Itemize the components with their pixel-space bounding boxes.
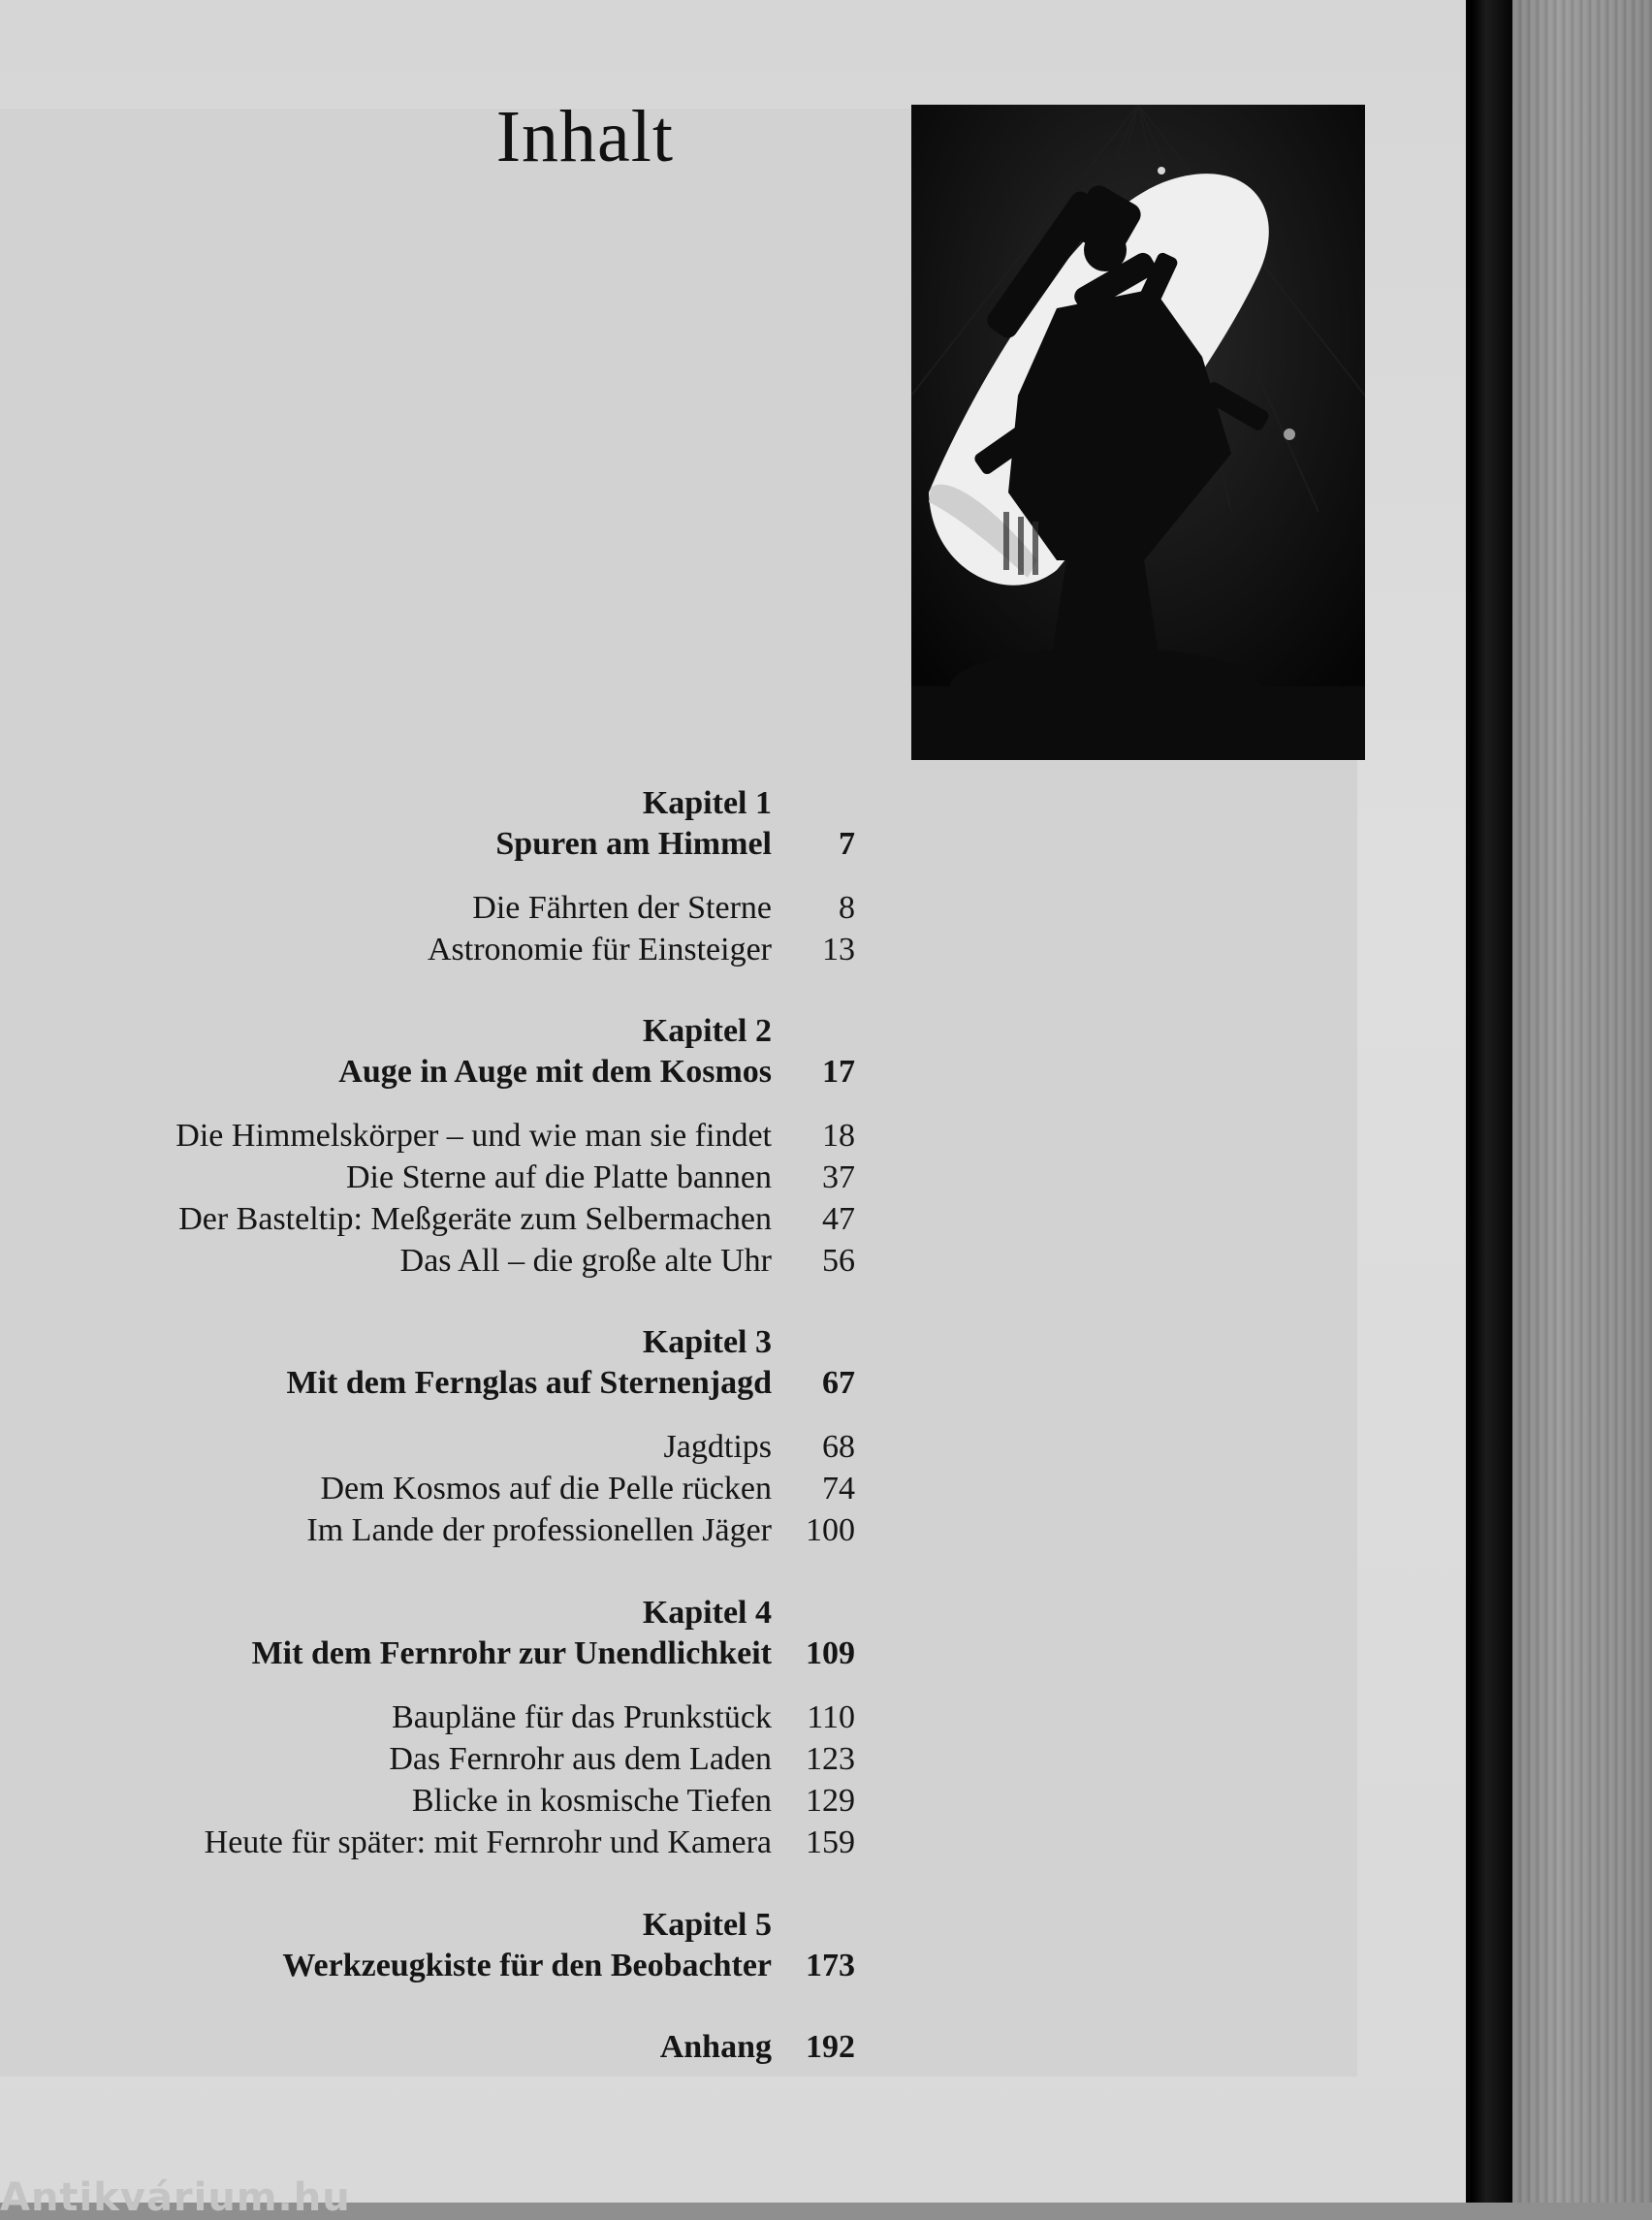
section-page-number: 37 bbox=[822, 1159, 855, 1195]
chapter-page-number: 17 bbox=[822, 1054, 855, 1090]
chapter-page-number: 109 bbox=[806, 1635, 855, 1671]
section-row[interactable] bbox=[0, 932, 1466, 974]
chapter-label[interactable]: Kapitel 2 bbox=[642, 1013, 772, 1049]
section-title[interactable]: Heute für später: mit Fernrohr und Kamera bbox=[204, 1824, 772, 1860]
chapter-label[interactable]: Kapitel 3 bbox=[642, 1324, 772, 1360]
chapter-page-number: 67 bbox=[822, 1365, 855, 1401]
section-row[interactable] bbox=[0, 1824, 1466, 1867]
section-row[interactable] bbox=[0, 1699, 1466, 1742]
section-row[interactable] bbox=[0, 1118, 1466, 1160]
section-title[interactable]: Jagdtips bbox=[663, 1429, 772, 1465]
section-row[interactable] bbox=[0, 1471, 1466, 1513]
section-row[interactable] bbox=[0, 1429, 1466, 1472]
chapter-title[interactable]: Auge in Auge mit dem Kosmos bbox=[338, 1054, 772, 1090]
section-page-number: 123 bbox=[806, 1741, 855, 1777]
section-page-number: 159 bbox=[806, 1824, 855, 1860]
section-row[interactable] bbox=[0, 1512, 1466, 1555]
section-page-number: 68 bbox=[822, 1429, 855, 1465]
background-wood bbox=[1493, 0, 1652, 2203]
chapter-title-row[interactable] bbox=[0, 1365, 1466, 1408]
chapter-page-number: 7 bbox=[839, 826, 855, 862]
watermark: Antikvárium.hu bbox=[0, 2175, 351, 2220]
section-title[interactable]: Blicke in kosmische Tiefen bbox=[411, 1783, 772, 1819]
chapter-title-row[interactable] bbox=[0, 826, 1466, 869]
section-page-number: 13 bbox=[822, 932, 855, 967]
chapter-title[interactable]: Werkzeugkiste für den Beobachter bbox=[282, 1948, 772, 1983]
section-page-number: 100 bbox=[806, 1512, 855, 1548]
chapter-title[interactable]: Mit dem Fernglas auf Sternenjagd bbox=[286, 1365, 772, 1401]
chapter-label-row bbox=[0, 1324, 1466, 1367]
appendix-title[interactable]: Anhang bbox=[659, 2029, 772, 2065]
chapter-label-row bbox=[0, 785, 1466, 828]
page-title: Inhalt bbox=[495, 96, 674, 177]
section-title[interactable]: Die Himmelskörper – und wie man sie findet bbox=[175, 1118, 772, 1154]
chapter-title-row[interactable] bbox=[0, 1948, 1466, 1990]
section-page-number: 18 bbox=[822, 1118, 855, 1154]
section-page-number: 8 bbox=[839, 890, 855, 926]
chapter-label[interactable]: Kapitel 4 bbox=[642, 1595, 772, 1631]
chapter-title-row[interactable] bbox=[0, 1054, 1466, 1096]
section-page-number: 47 bbox=[822, 1201, 855, 1237]
section-title[interactable]: Dem Kosmos auf die Pelle rücken bbox=[320, 1471, 772, 1506]
section-title[interactable]: Die Sterne auf die Platte bannen bbox=[345, 1159, 772, 1195]
chapter-title-row[interactable] bbox=[0, 1635, 1466, 1678]
section-row[interactable] bbox=[0, 1159, 1466, 1202]
section-row[interactable] bbox=[0, 1741, 1466, 1784]
section-title[interactable]: Baupläne für das Prunkstück bbox=[392, 1699, 772, 1735]
section-row[interactable] bbox=[0, 890, 1466, 933]
appendix-row[interactable] bbox=[0, 2029, 1466, 2072]
appendix-page-number: 192 bbox=[806, 2029, 855, 2065]
chapter-title[interactable]: Mit dem Fernrohr zur Unendlichkeit bbox=[251, 1635, 772, 1671]
section-row[interactable] bbox=[0, 1201, 1466, 1244]
chapter-label-row bbox=[0, 1013, 1466, 1056]
chapter-label-row bbox=[0, 1595, 1466, 1637]
chapter-label[interactable]: Kapitel 1 bbox=[642, 785, 772, 821]
section-row[interactable] bbox=[0, 1243, 1466, 1285]
section-page-number: 74 bbox=[822, 1471, 855, 1506]
section-title[interactable]: Astronomie für Einsteiger bbox=[427, 932, 772, 967]
section-title[interactable]: Der Basteltip: Meßgeräte zum Selbermachen bbox=[178, 1201, 772, 1237]
chapter-page-number: 173 bbox=[806, 1948, 855, 1983]
section-page-number: 56 bbox=[822, 1243, 855, 1279]
chapter-title[interactable]: Spuren am Himmel bbox=[495, 826, 772, 862]
section-page-number: 129 bbox=[806, 1783, 855, 1819]
chapter-label[interactable]: Kapitel 5 bbox=[642, 1907, 772, 1943]
section-row[interactable] bbox=[0, 1783, 1466, 1825]
section-title[interactable]: Im Lande der professionellen Jäger bbox=[306, 1512, 772, 1548]
section-title[interactable]: Die Fährten der Sterne bbox=[472, 890, 772, 926]
section-title[interactable]: Das All – die große alte Uhr bbox=[399, 1243, 772, 1279]
section-page-number: 110 bbox=[807, 1699, 855, 1735]
chapter-label-row bbox=[0, 1907, 1466, 1950]
section-title[interactable]: Das Fernrohr aus dem Laden bbox=[389, 1741, 772, 1777]
